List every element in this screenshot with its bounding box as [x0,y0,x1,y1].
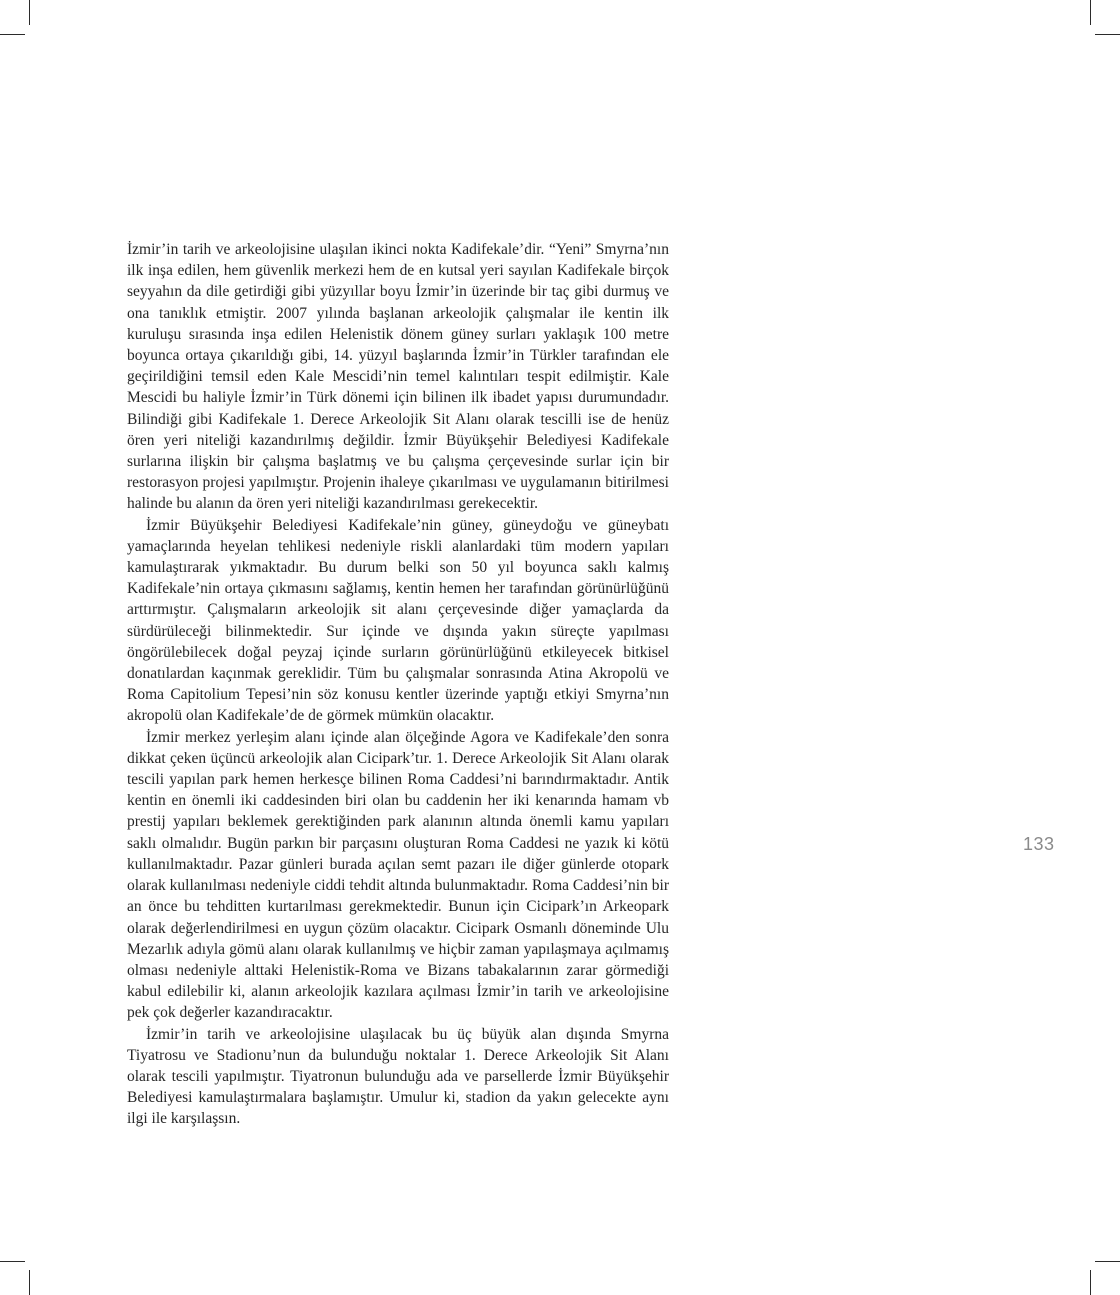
paragraph-cicipark: İzmir merkez yerleşim alanı içinde alan ölçeğinde Agora ve Kadifekale’den sonra dikkat çeken üçüncü arkeolojik alan Cicipark’tır. 1. Derece Arkeolojik Sit Alanı olarak tescili yapılan park hemen herkesçe bilinen Roma Caddesi’ni barındırmaktadır. Antik kentin en önemli iki caddesinden biri olan bu caddenin her iki kenarında hamam vb prestij yapıları beklemek gerektiğinden park alanının altında önemli kamu yapıları saklı olmalıdır. Bugün parkın bir parçasını oluşturan Roma Caddesi ne yazık ki kötü kullanılmaktadır. Pazar günleri burada açılan semt pazarı ile diğer günlerde otopark olarak kullanılması nedeniyle ciddi tehdit altında bulunmaktadır. Roma Caddesi’nin bir an önce bu tehditten kurtarılması gerekmektedir. Bunun için Cicipark’ın Arkeopark olarak değerlendirilmesi en uygun çözüm olacaktır. Cicipark Osmanlı döneminde Ulu Mezarlık adıyla gömü alanı olarak kullanılmış ve hiçbir zaman yapılaşmaya açılmamış olması nedeniyle alttaki Helenistik-Roma ve Bizans tabakalarının zarar görmediği kabul edilebilir ki, alanın arkeolojik kazılara açılması İzmir’in tarih ve arkeolojisine pek çok değerler kazandıracaktır. [127,728,669,1022]
crop-mark-bottom-right-vertical [1090,1270,1091,1295]
paragraph-municipality: İzmir Büyükşehir Belediyesi Kadifekale’nin güney, güneydoğu ve güneybatı yamaçlarında heyelan tehlikesi nedeniyle riskli alanlardaki tüm modern yapıları kamulaştırarak yıkmaktadır. Bu durum belki son 50 yıl boyunca saklı kalmış Kadifekale’nin ortaya çıkmasını sağlamış, kentin hemen her tarafından görünürlüğünü arttırmıştır. Çalışmaların arkeolojik sit alanı çerçevesinde diğer yamaçlarda da sürdürüleceği bilinmektedir. Sur içinde ve dışında yakın süreçte yapılması öngörülebilecek doğal peyzaj içinde surların görünürlüğünü etkileyecek bitkisel donatılardan kaçınmak gereklidir. Tüm bu çalışmalar sonrasında Atina Akropolü ve Roma Capitolium Tepesi’nin söz konusu kentler üzerinde yaptığı etkiyi Smyrna’nın akropolü olan Kadifekale’de de görmek mümkün olacaktır. [127,516,669,725]
crop-mark-top-left-horizontal [0,34,25,35]
crop-mark-top-right-horizontal [1095,34,1120,35]
paragraph-theatre-stadion: İzmir’in tarih ve arkeolojisine ulaşılacak bu üç büyük alan dışında Smyrna Tiyatrosu ve Stadionu’nun da bulunduğu noktalar 1. Derece Arkeolojik Sit Alanı olarak tescili yapılmıştır. Tiyatronun bulunduğu ada ve parsellerde İzmir Büyükşehir Belediyesi kamulaştırmalara başlamıştır. Umulur ki, stadion da yakın gelecekte aynı ilgi ile karşılaşsın. [127,1025,669,1128]
crop-mark-top-right-vertical [1090,0,1091,25]
crop-mark-bottom-left-horizontal [0,1261,25,1262]
crop-mark-bottom-left-vertical [29,1270,30,1295]
crop-mark-top-left-vertical [29,0,30,25]
crop-mark-bottom-right-horizontal [1095,1261,1120,1262]
paragraph-kadifekale: İzmir’in tarih ve arkeolojisine ulaşılan ikinci nokta Kadifekale’dir. “Yeni” Smyrna’nın ilk inşa edilen, hem güvenlik merkezi hem de en kutsal yeri sayılan Kadifekale birçok seyyahın da dile getirdiği gibi yüzyıllar boyu İzmir’in üzerinde bir taç gibi durmuş ve ona tanıklık etmiştir. 2007 yılında başlanan arkeolojik çalışmalar ile kentin ilk kuruluşu sırasında inşa edilen Helenistik dönem güney surları yaklaşık 100 metre boyunca ortaya çıkarıldığı gibi, 14. yüzyıl başlarında İzmir’in Türkler tarafından ele geçirildiğini temsil eden Kale Mescidi’nin temel kalıntıları tespit edilmiştir. Kale Mescidi bu haliyle İzmir’in Türk dönemi için bilinen ilk ibadet yapısı durumundadır. Bilindiği gibi Kadifekale 1. Derece Arkeolojik Sit Alanı olarak tescilli ise de henüz ören yeri niteliği kazandırılmış değildir. İzmir Büyükşehir Belediyesi Kadifekale surlarına ilişkin bir çalışma başlatmış ve bu çalışma çerçevesinde surlar için bir restorasyon projesi yapılmıştır. Projenin ihaleye çıkarılması ve uygulamanın bitirilmesi halinde bu alanın da ören yeri niteliği kazandırılması gerekecektir. [127,241,669,513]
page-number: 133 [1023,834,1055,854]
body-text [127,239,669,1130]
